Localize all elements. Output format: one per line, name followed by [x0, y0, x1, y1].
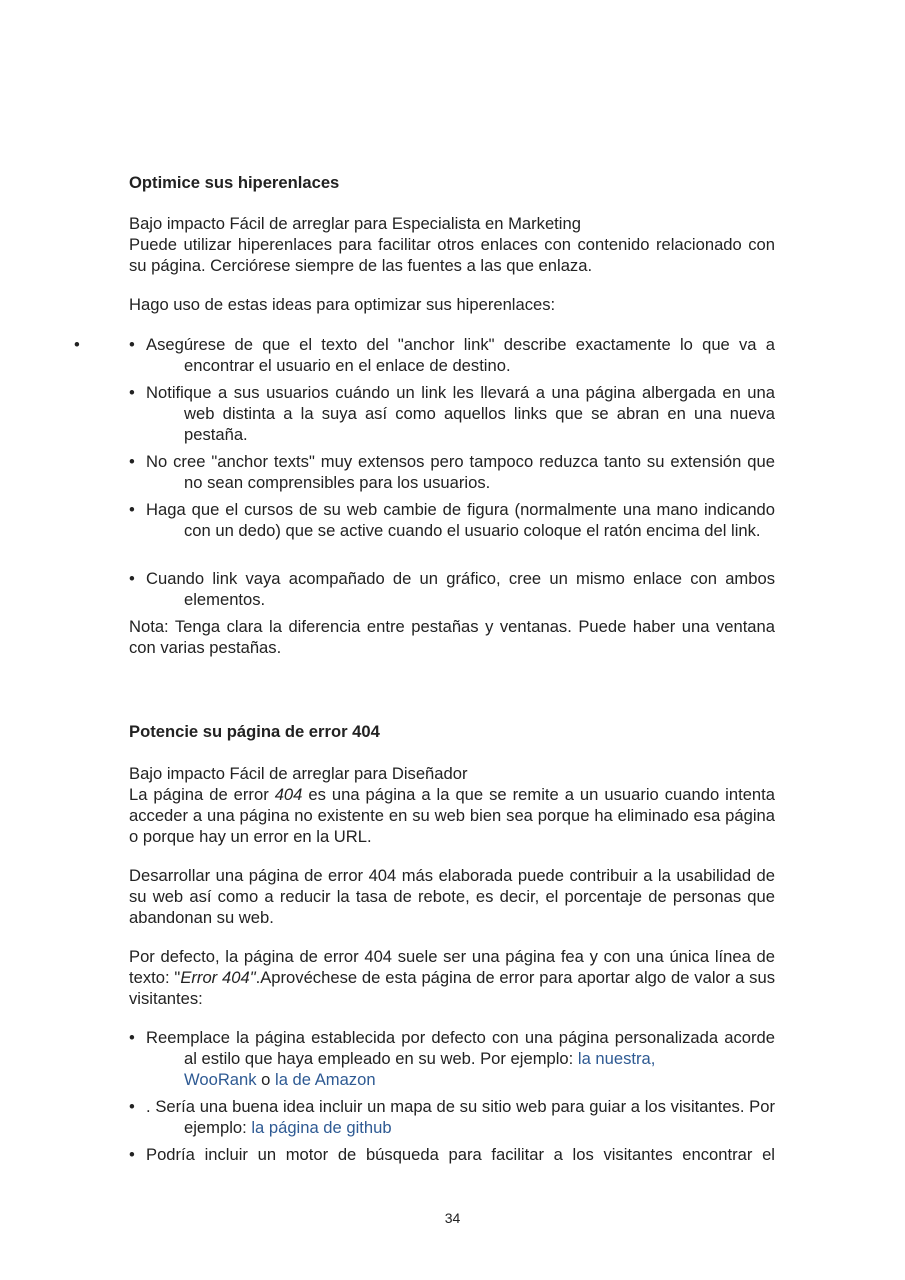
bullet-marker: • — [129, 452, 135, 471]
bullet-marker: • — [129, 569, 135, 588]
note-paragraph: Nota: Tenga clara la diferencia entre pestañas y ventanas. Puede haber una ventana con varias pestañas. — [129, 617, 775, 657]
list-item-text: Cuando link vaya acompañado de un gráfico, cree un mismo enlace con ambos elementos. — [146, 569, 775, 609]
link-github[interactable]: la página de github — [251, 1118, 392, 1137]
list-item-text: Asegúrese de que el texto del "anchor link" describe exactamente lo que va a encontrar el usuario en el enlace de destino. — [146, 335, 775, 375]
bullet-marker: • — [129, 383, 135, 402]
list-item-text: Haga que el cursos de su web cambie de figura (normalmente una mano indicando con un dedo) que se active cuando el usuario coloque el ratón encima del link. — [146, 500, 775, 540]
list-item — [129, 334, 775, 376]
error-code-italic: 404 — [274, 785, 303, 804]
section-title-hyperlinks: Optimice sus hiperenlaces — [129, 173, 340, 192]
paragraph-404-default: Por defecto, la página de error 404 suele ser una página fea y con una única línea de texto: "Error 404".Aprovéchese de esta página de error para aportar algo de valor a sus visitantes: — [129, 947, 775, 1008]
lead-paragraph: Hago uso de estas ideas para optimizar sus hiperenlaces: — [129, 295, 556, 314]
bullet-marker: • — [129, 1145, 135, 1164]
list-item — [129, 1027, 775, 1090]
list-item-text: Notifique a sus usuarios cuándo un link les llevará a una página albergada en una web distinta a la suya así como aquellos links que se abran en una nueva pestaña. — [146, 383, 775, 444]
impact-meta: Bajo impacto Fácil de arreglar para Especialista en Marketing — [129, 214, 581, 233]
section-intro-hyperlinks — [129, 213, 775, 276]
error-404-italic: Error 404" — [180, 968, 256, 987]
paragraph-404-benefits: Desarrollar una página de error 404 más elaborada puede contribuir a la usabilidad de su web así como a reducir la tasa de rebote, es decir, el porcentaje de personas que abandonan su web. — [129, 866, 775, 927]
bullets-section1 — [129, 334, 775, 609]
bullet-marker: • — [129, 1097, 135, 1116]
link-woorank[interactable]: WooRank — [184, 1070, 257, 1089]
list-item — [129, 382, 775, 445]
intro-paragraph: Puede utilizar hiperenlaces para facilitar otros enlaces con contenido relacionado con su página. Cerciórese siempre de las fuentes a las que enlaza. — [129, 235, 775, 275]
impact-meta: Bajo impacto Fácil de arreglar para Diseñador — [129, 764, 468, 783]
page-number: 34 — [444, 1210, 461, 1226]
list-item-text: Podría incluir un motor de búsqueda para facilitar a los visitantes encontrar el — [146, 1145, 775, 1164]
list-item — [129, 1096, 775, 1138]
bullets-section2 — [129, 1027, 775, 1164]
list-item-text: No cree "anchor texts" muy extensos pero tampoco reduzca tanto su extensión que no sean comprensibles para los usuarios. — [146, 452, 775, 492]
bullet-marker: • — [129, 335, 135, 354]
list-item — [129, 1144, 775, 1165]
link-la-nuestra[interactable]: la nuestra, — [577, 1049, 656, 1068]
list-item-text: . Sería una buena idea incluir un mapa de su sitio web para guiar a los visitantes. Por ejemplo: la página de github — [146, 1097, 775, 1137]
section-title-404: Potencie su página de error 404 — [129, 722, 380, 741]
bullet-marker: • — [129, 1028, 135, 1047]
link-amazon[interactable]: la de Amazon — [275, 1070, 376, 1089]
bullet-marker: • — [129, 500, 135, 519]
section-intro-404 — [129, 763, 775, 847]
list-item — [129, 568, 775, 610]
list-item — [129, 499, 775, 562]
paragraph-404-definition: La página de error 404 es una página a la que se remite a un usuario cuando intenta acceder a una página no existente en su web bien sea porque ha eliminado esa página o porque hay un error en la URL. — [129, 785, 775, 846]
bullet-marker: • — [74, 335, 80, 354]
list-item — [129, 451, 775, 493]
list-item-text: Reemplace la página establecida por defecto con una página personalizada acorde al estilo que haya empleado en su web. Por ejemplo: la nuestra, WooRank o la de Amazon — [146, 1028, 775, 1089]
